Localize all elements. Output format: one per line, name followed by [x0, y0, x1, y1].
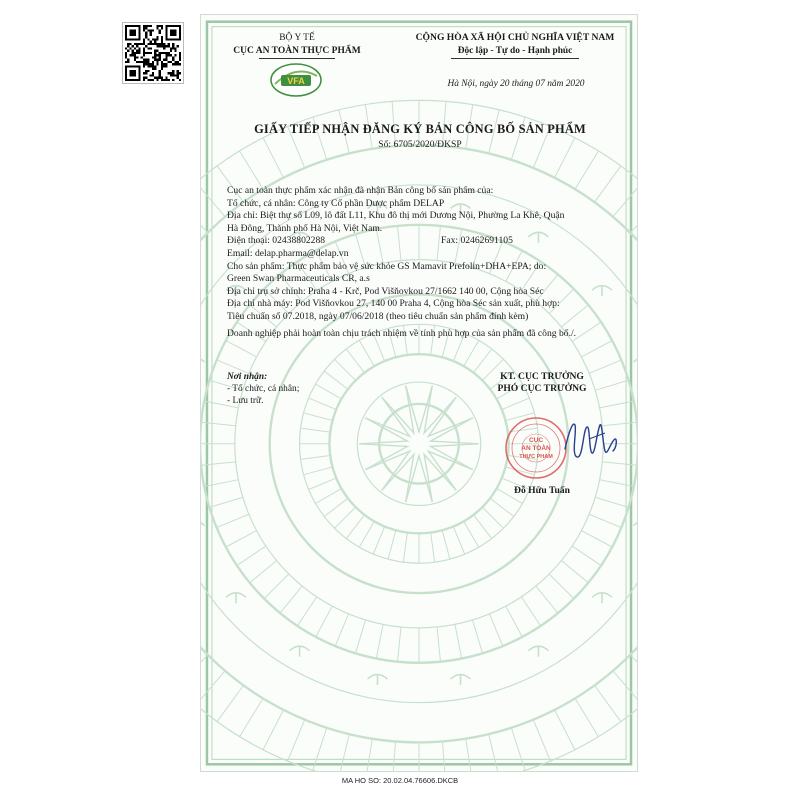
agency-underline [259, 58, 335, 59]
product-line-1: Cho sản phẩm: Thực phẩm bảo vệ sức khỏe GS Mamavit Prefolin+DHA+EPA; do: [227, 260, 547, 272]
signer-name: Đỗ Hữu Tuấn [514, 485, 570, 496]
agency-name: CỤC AN TOÀN THỰC PHẨM [233, 46, 361, 56]
email-line: Email: delap.pharma@delap.vn [227, 247, 349, 259]
dossier-code: MA HO SO: 20.02.04.76606.DKCB [341, 776, 459, 785]
organization-line: Tổ chức, cá nhân: Công ty Cổ phần Dược phẩm DELAP [227, 197, 445, 209]
ministry-name: BỘ Y TẾ [279, 33, 315, 43]
document-body [227, 185, 631, 340]
qr-code [122, 22, 184, 84]
phone-line: Điện thoại: 02438802288 [227, 235, 326, 247]
signer-title-1: KT. CỤC TRƯỞNG [500, 371, 584, 382]
recipient-item: - Tổ chức, cá nhân; [227, 384, 300, 394]
signer-title-2: PHÓ CỤC TRƯỞNG [497, 383, 587, 394]
logo-text: VFA [287, 76, 305, 86]
contact-row [227, 235, 631, 248]
motto-underline [451, 58, 579, 59]
seal-text-1: CỤC [528, 437, 544, 444]
product-line-2: Green Swan Pharmaceuticals CR, a.s [227, 273, 370, 285]
country-name: CỘNG HÒA XÃ HỘI CHỦ NGHĨA VIỆT NAM [415, 32, 615, 43]
headquarters-line: Địa chỉ trụ sở chính: Praha 4 - Krč, Pod Višňovkou 27/1662 140 00, Cộng hòa Séc [227, 285, 544, 297]
intro-line: Cục an toàn thực phẩm xác nhận đã nhận Bản công bố sản phẩm của: [227, 185, 494, 196]
document-title: GIẤY TIẾP NHẬN ĐĂNG KÝ BẢN CÔNG BỐ SẢN PHẨM [254, 122, 586, 136]
seal-text-3: THỰC PHẨM [519, 454, 553, 460]
address-line-2: Hà Đông, Thành phố Hà Nội, Việt Nam. [227, 222, 383, 234]
address-line-1: Địa chỉ: Biệt thự số L09, lô đất L11, Khu đô thị mới Dương Nội, Phường La Khê, Quận [227, 210, 565, 222]
country-motto: Độc lập - Tự do - Hạnh phúc [457, 46, 573, 56]
issue-date: Hà Nội, ngày 20 tháng 07 năm 2020 [447, 79, 585, 89]
document-number: Số: 6705/2020/ĐKSP [378, 139, 462, 150]
standard-line: Tiêu chuẩn số 07.2018, ngày 07/06/2018 (theo tiêu chuẩn sản phẩm đính kèm) [227, 310, 529, 322]
recipients-block [227, 371, 387, 407]
factory-line: Địa chỉ nhà máy: Pod Višňovkou 27, 140 00 Praha 4, Cộng hòa Séc sản xuất, phù hợp: [227, 298, 560, 310]
responsibility-line: Doanh nghiệp phải hoàn toàn chịu trách nhiệm về tính phù hợp của sản phẩm đã công bố./. [227, 327, 577, 339]
recipient-item: - Lưu trữ. [227, 396, 264, 406]
recipients-title: Nơi nhận: [227, 372, 268, 382]
registration-certificate [200, 14, 638, 772]
seal-text-2: AN TOÀN [521, 445, 551, 452]
fax-line: Fax: 02462691105 [441, 235, 513, 247]
vfa-logo [269, 62, 323, 98]
handwritten-signature [559, 411, 623, 465]
